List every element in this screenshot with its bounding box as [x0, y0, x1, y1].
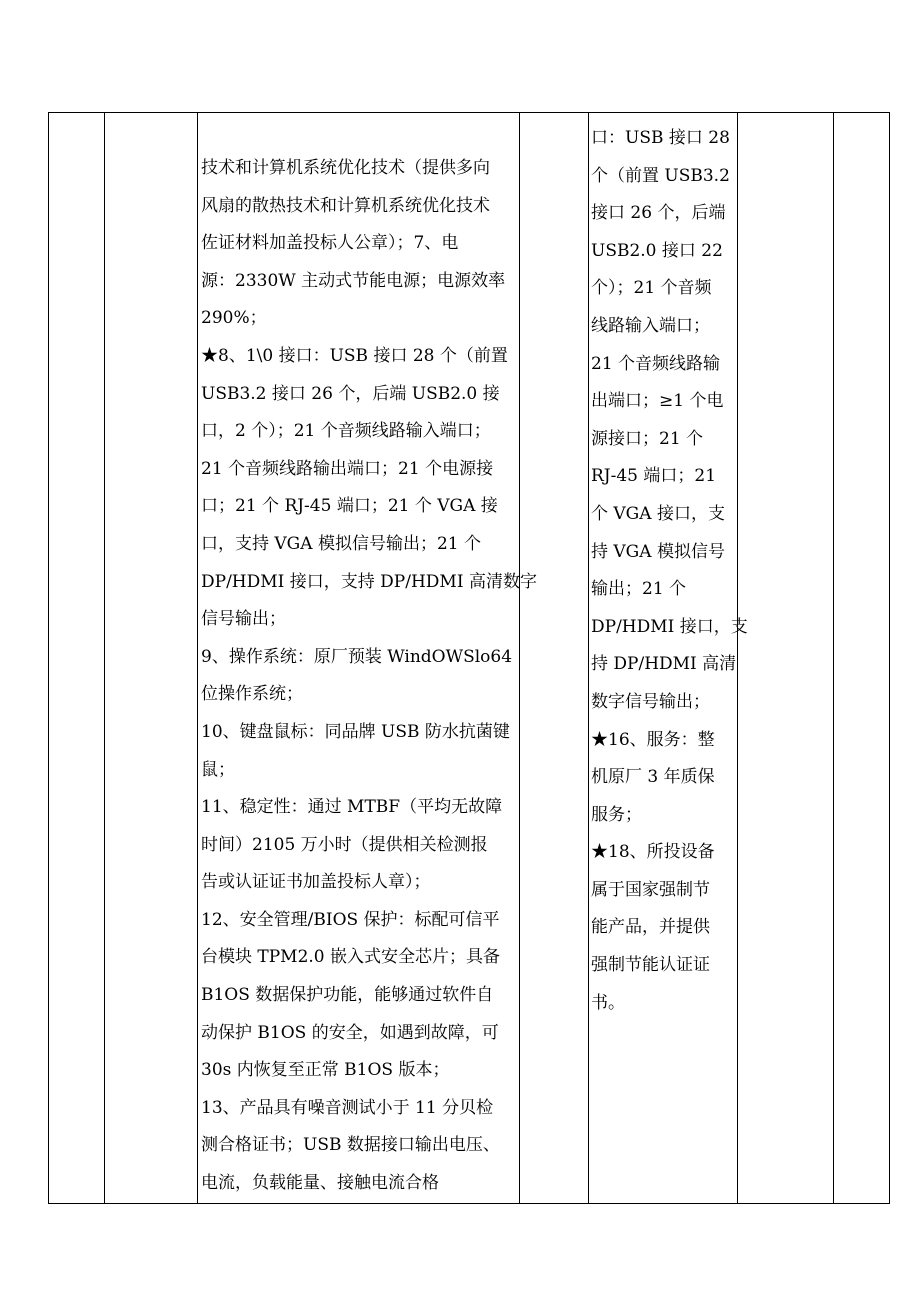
requirements-cell	[198, 113, 537, 1204]
text-line: 风扇的散热技术和计算机系统优化技术	[201, 195, 490, 216]
text-line: 信号输出；	[201, 609, 286, 630]
deviation-cell	[738, 113, 834, 1204]
text-line: 21 个音频线路输出端口；21 个电源接	[201, 458, 494, 479]
text-line: USB3.2 接口 26 个，后端 USB2.0 接	[201, 383, 500, 404]
text-line: 时间）2105 万小时（提供相关检测报	[201, 834, 488, 855]
text-line: 技术和计算机系统优化技术（提供多向	[201, 158, 490, 178]
text-line: 电流，负载能量、接触电流合格	[201, 1173, 439, 1194]
remark-cell	[834, 113, 890, 1204]
text-line: 口，2 个）；21 个音频线路输入端口；	[201, 421, 491, 442]
text-line: 书。	[591, 992, 625, 1013]
text-line: 10、键盘鼠标：同品牌 USB 防水抗菌键	[201, 721, 510, 742]
text-line: 持 DP/HDMI 高清	[591, 654, 737, 675]
text-line: 动保护 B1OS 的安全，如遇到故障，可	[201, 1022, 499, 1043]
index-cell	[49, 113, 105, 1204]
text-line: ★16、服务：整	[591, 729, 715, 750]
text-line: RJ-45 端口；21	[591, 466, 717, 487]
text-line: 口；21 个 RJ-45 端口；21 个 VGA 接	[201, 496, 498, 517]
quantity-cell	[520, 113, 589, 1204]
text-line: 13、产品具有噪音测试小于 11 分贝检	[201, 1097, 494, 1118]
text-line: 台模块 TPM2.0 嵌入式安全芯片；具备	[201, 947, 501, 968]
text-line: 9、操作系统：原厂预装 WindOWSlo64	[201, 646, 513, 667]
text-line: 接口 26 个，后端	[591, 203, 726, 224]
text-line: 11、稳定性：通过 MTBF（平均无故障	[201, 797, 503, 818]
text-line: B1OS 数据保护功能，能够通过软件自	[201, 985, 494, 1006]
text-line: 测合格证书；USB 数据接口输出电压、	[201, 1135, 500, 1156]
spec-table	[48, 112, 890, 1204]
text-line: 口：USB 接口 28	[591, 128, 730, 148]
text-line: USB2.0 接口 22	[591, 240, 723, 261]
table-row	[49, 113, 890, 1204]
text-line: 个（前置 USB3.2	[591, 165, 730, 186]
text-line: ★8、1\0 接口：USB 接口 28 个（前置	[201, 345, 508, 366]
text-line: 口，支持 VGA 模拟信号输出；21 个	[201, 533, 481, 554]
text-line: 线路输入端口；	[591, 315, 710, 336]
response-cell	[589, 113, 748, 1204]
text-line: 能产品，并提供	[591, 917, 710, 938]
text-line: 属于国家强制节	[591, 879, 710, 900]
text-line: 位操作系统；	[201, 684, 303, 705]
text-line: 出端口；≥1 个电	[591, 391, 724, 412]
text-line: 鼠；	[201, 759, 235, 780]
text-line: 个 VGA 接口，支	[591, 503, 725, 524]
text-line: 21 个音频线路输	[591, 353, 721, 374]
text-line: 源：2330W 主动式节能电源；电源效率	[201, 270, 506, 291]
text-line: 佐证材料加盖投标人公章）；7、电	[201, 233, 459, 254]
text-line: DP/HDMI 接口，支持 DP/HDMI 高清数字	[201, 571, 537, 592]
text-line: 30s 内恢复至正常 B1OS 版本；	[201, 1060, 450, 1081]
text-line: 个）；21 个音频	[591, 278, 712, 299]
text-line: 告或认证证书加盖投标人章）；	[201, 872, 431, 893]
text-line: 服务；	[591, 804, 642, 825]
text-line: ★18、所投设备	[591, 842, 715, 863]
text-line: 数字信号输出；	[591, 691, 710, 712]
text-line: 源接口；21 个	[591, 428, 704, 449]
text-line: 机原厂 3 年质保	[591, 767, 715, 788]
item-name-cell	[105, 113, 198, 1204]
text-line: 12、安全管理/BIOS 保护：标配可信平	[201, 909, 500, 930]
text-line: 输出；21 个	[591, 579, 687, 600]
text-line: 持 VGA 模拟信号	[591, 541, 725, 562]
text-line: DP/HDMI 接口，支	[591, 616, 748, 637]
response-text	[589, 113, 748, 1022]
requirements-text	[198, 113, 537, 1203]
text-line: 290%；	[201, 308, 267, 329]
text-line: 强制节能认证证	[591, 955, 710, 976]
